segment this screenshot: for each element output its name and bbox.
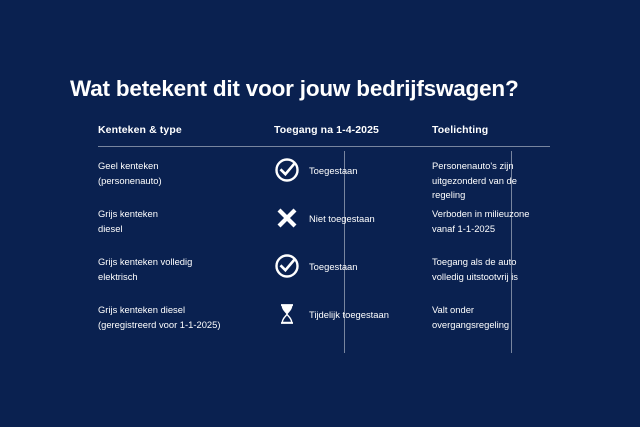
row-note-line2: vanaf 1-1-2025 [432,222,496,234]
row-note-line2: volledig uitstootvrij is [432,270,518,282]
check-circle-icon [274,253,300,279]
row-type-line1: Grijs kenteken [98,208,158,219]
row-status-label: Toegestaan [309,260,358,272]
row-type-cell [98,207,250,236]
row-type-line2: (geregistreerd voor 1-1-2025) [98,318,221,330]
table-row [98,255,578,303]
row-type-cell [98,159,250,188]
check-circle-icon [274,157,300,183]
row-type-line2: elektrisch [98,270,138,282]
comparison-table [98,124,578,351]
row-note-line1: Verboden in milieuzone [432,208,530,219]
column-header-toegang: Toegang na 1-4-2025 [274,124,379,136]
row-status-label: Toegestaan [309,164,358,176]
row-status-cell [250,159,418,183]
table-body [98,159,578,351]
row-status-cell [250,207,418,231]
row-type-cell [98,303,250,332]
row-type-cell [98,255,250,284]
column-header-kenteken: Kenteken & type [98,124,182,136]
row-status-label: Niet toegestaan [309,212,375,224]
row-type-line1: Grijs kenteken diesel [98,304,186,315]
header-divider [98,146,550,147]
table-header-row [98,124,578,150]
row-status-cell [250,303,418,327]
row-type-line2: diesel [98,222,123,234]
table-row [98,159,578,207]
page-title: Wat betekent dit voor jouw bedrijfswagen? [70,76,519,101]
row-type-line1: Grijs kenteken volledig [98,256,193,267]
column-header-toelichting: Toelichting [432,124,489,136]
row-note-cell [418,159,578,203]
row-note-line1: Valt onder [432,304,475,315]
row-note-line3: regeling [432,189,466,200]
row-note-line1: Personenauto's zijn [432,160,514,171]
hourglass-icon [274,301,300,327]
row-type-line2: (personenauto) [98,174,162,186]
table-row [98,207,578,255]
row-note-cell [418,255,578,284]
row-status-label: Tijdelijk toegestaan [309,308,389,320]
table-row [98,303,578,351]
row-note-line2: overgangsregeling [432,318,510,330]
row-note-line2: uitgezonderd van de [432,174,517,186]
cross-icon [274,205,300,231]
row-type-line1: Geel kenteken [98,160,159,171]
row-note-cell [418,207,578,236]
row-status-cell [250,255,418,279]
row-note-cell [418,303,578,332]
row-note-line1: Toegang als de auto [432,256,517,267]
